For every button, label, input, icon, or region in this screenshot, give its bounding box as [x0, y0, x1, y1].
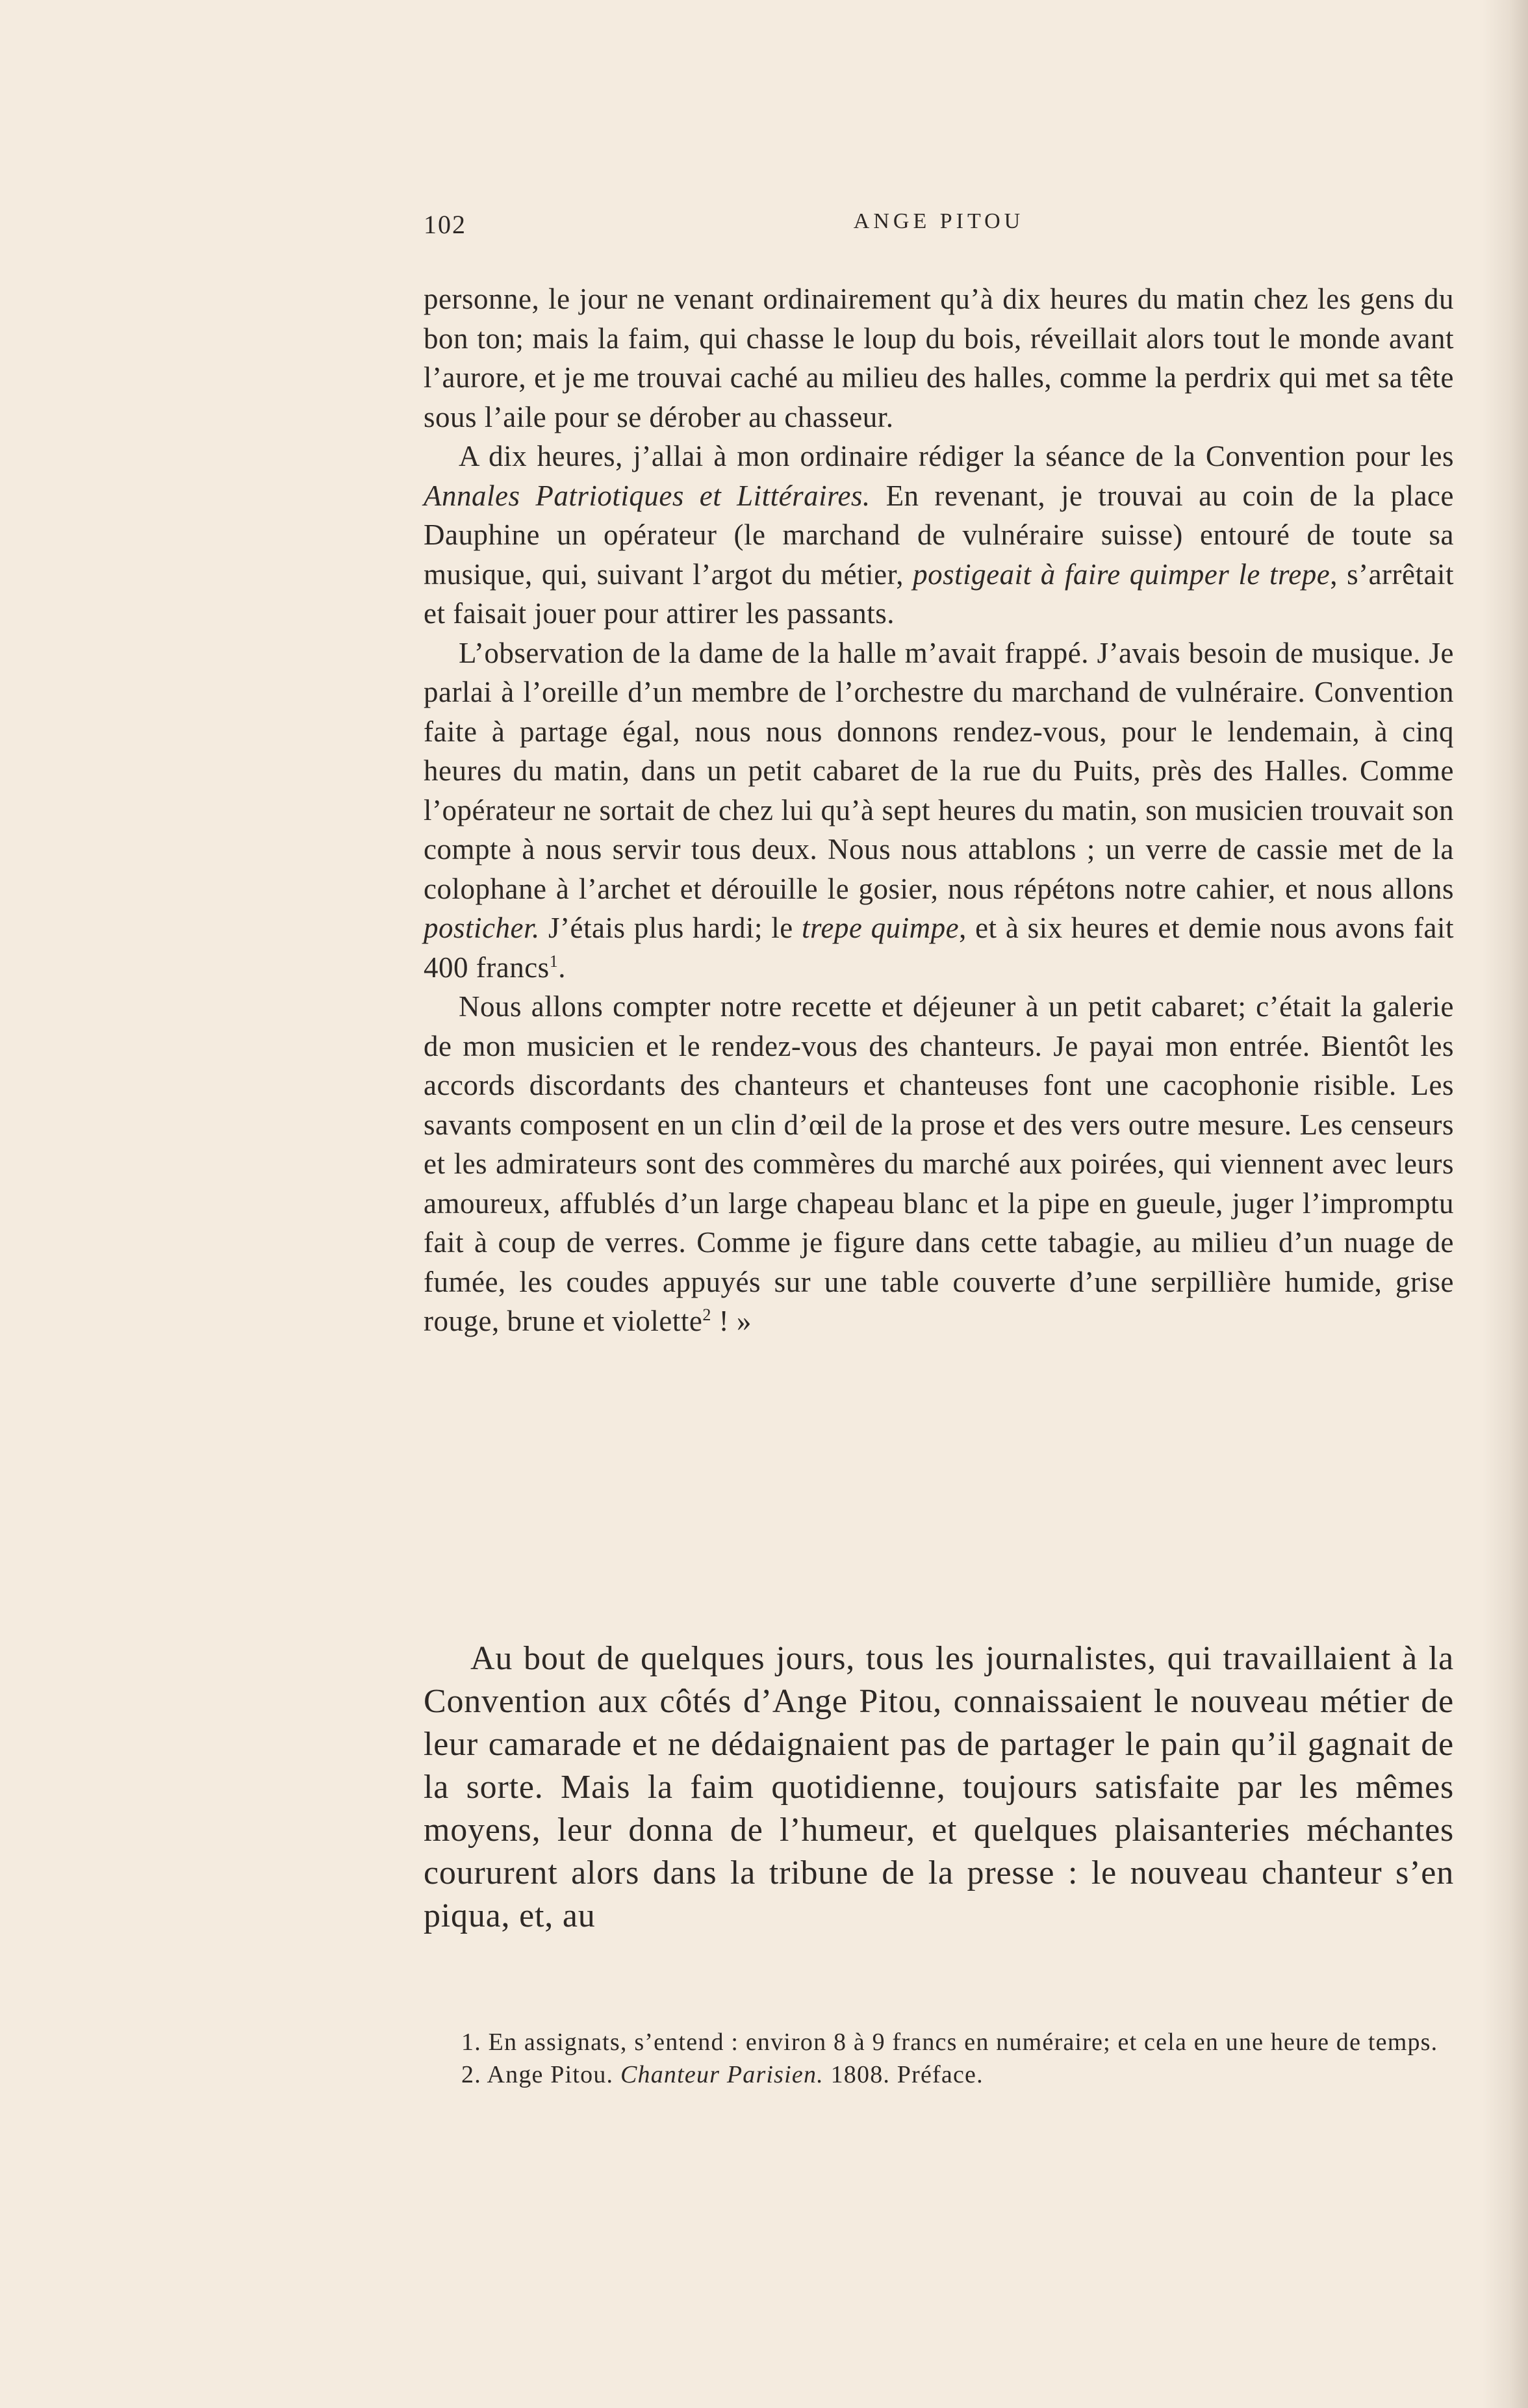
quote-text: . [558, 951, 566, 984]
main-paragraph-1: Au bout de quelques jours, tous les journalistes, qui travaillaient à la Convention aux côtés d’Ange Pitou, connaissaient le nouveau métier de leur camarade et ne dédaignaient pas de partager le pain qu’il gagnait de la sorte. Mais la faim quotidienne, toujours satisfaite par les mêmes moyens, leur donna de l’humeur, et quelques plaisanteries méchantes coururent alors dans la tribune de la presse : le nouveau chanteur s’en piqua, et, au [424, 1640, 1454, 1934]
running-header [424, 209, 1454, 242]
quote-paragraph-4 [424, 987, 1454, 1341]
quote-text: L’observation de la dame de la halle m’avait frappé. J’avais besoin de musique. Je parlai à l’oreille d’un membre de l’orchestre du marchand de vulnéraire. Convention faite à partage égal, nous nous donnons rendez-vous, pour le lendemain, à cinq heures du matin, dans un petit cabaret de la rue du Puits, près des Halles. Comme l’opérateur ne sortait de chez lui qu’à sept heures du matin, son musicien trouvait son compte à nous servir tous deux. Nous nous attablons ; un verre de cassie met de la colophane à l’archet et dérouille le gosier, nous répétons notre cahier, et nous allons [424, 636, 1454, 905]
quote-text: , et à six heures et demie nous avons fait 400 francs [424, 912, 1455, 984]
quote-paragraph-1: personne, le jour ne venant ordinairement qu’à dix heures du matin chez les gens du bon ton; mais la faim, qui chasse le loup du bois, réveillait alors tout le monde avant l’aurore, et je me trouvai caché au milieu des halles, comme la perdrix qui met sa tête sous l’aile pour se dérober au chasseur. [424, 283, 1454, 433]
page-number: 102 [424, 210, 466, 239]
quoted-passage [424, 279, 1454, 1341]
argot-phrase: trepe quimpe [802, 912, 960, 944]
footnote-1: 1. En assignats, s’entend : environ 8 à 9 francs en numéraire; et cela en une heure de temps. [461, 2029, 1438, 2056]
footnote-2 [424, 2058, 1454, 2091]
quote-text: A dix heures, j’allai à mon ordinaire rédiger la séance de la Convention pour les [459, 440, 1454, 472]
quote-paragraph-2 [424, 437, 1454, 634]
argot-phrase: postigeait à faire quimper le trepe [913, 557, 1331, 591]
journal-title: Annales Patriotiques et Littéraires. [424, 479, 871, 512]
footnote-marker-1: 1 [549, 951, 559, 971]
running-title: ANGE PITOU [853, 209, 1025, 233]
page-edge-shadow [1483, 0, 1528, 2408]
quote-text: En revenant, je trouvai au coin de la place Dauphine un opérateur (le marchand de vulnéraire suisse) entouré de toute sa musique, qui, suivant l’argot du métier, [424, 479, 1455, 591]
footnote-marker-2: 2 [702, 1305, 711, 1324]
argot-word: posticher. [424, 912, 540, 944]
quote-paragraph-3 [424, 634, 1454, 988]
quote-text: Nous allons compter notre recette et déjeuner à un petit cabaret; c’était la galerie de mon musicien et le rendez-vous des chanteurs. Je payai mon entrée. Bientôt les accords discordants des chanteurs et chanteuses font une cacophonie risible. Les savants composent en un clin d’œil de la prose et des vers outre mesure. Les censeurs et les admirateurs sont des commères du marché aux poirées, qui viennent avec leurs amoureux, affublés d’un large chapeau blanc et la pipe en gueule, juger l’impromptu fait à coup de verres. Comme je figure dans cette tabagie, au milieu d’un nuage de fumée, les coudes appuyés sur une table couverte d’une serpillière humide, grise rouge, brune et violette [424, 990, 1454, 1337]
main-text [424, 1637, 1454, 1938]
footnote-text: 1808. Préface. [823, 2061, 984, 2088]
quote-text: J’étais plus hardi; le [539, 912, 802, 944]
quote-text: ! » [711, 1305, 752, 1337]
quote-text: , s’arrêtait et faisait jouer pour attirer les passants. [424, 557, 1454, 630]
footnotes [424, 2026, 1454, 2091]
book-title: Chanteur Parisien. [620, 2061, 824, 2088]
footnote-text: 2. Ange Pitou. [461, 2061, 620, 2088]
